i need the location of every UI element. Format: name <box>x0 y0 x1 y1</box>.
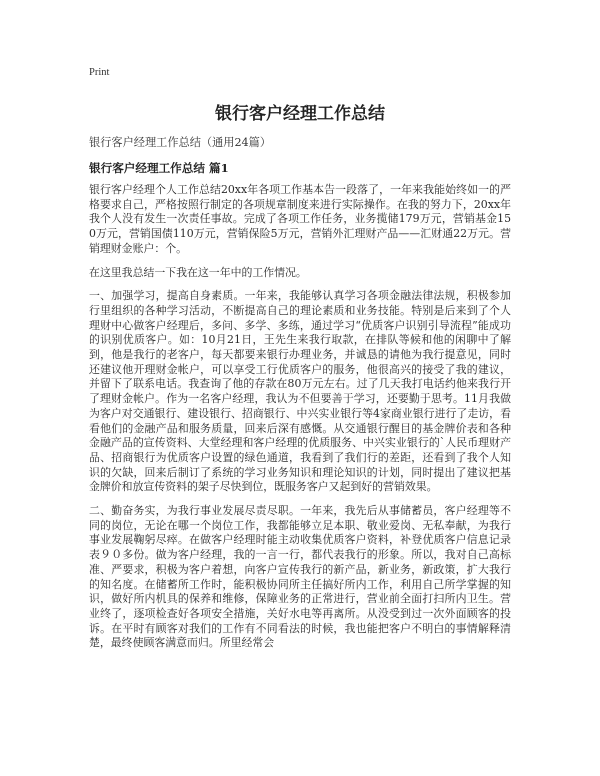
paragraph-diligence: 二、勤奋务实，为我行事业发展尽责尽职。一年来，我先后从事储蓄员，客户经理等不同的岗位，无论在哪一个岗位工作，我都能够立足本职、敬业爱岗、无私奉献，为我行事业发展鞠躬尽瘁。在做客户经理时能主动收集优质客户资料，补登优质客户信息记录表９０多份。做为客户经理，我的一言一行，都代表我行的形象。所以，我对自己高标准、严要求，积极为客户着想，向客户宣传我行的新产品，新业务，新政策，扩大我行的知名度。在储蓄所工作时，能积极协同所主任搞好所内工作，利用自己所学掌握的知识，做好所内机具的保养和维修，保障业务的正常进行，营业前全面打扫所内卫生。营业终了，逐项检查好各项安全措施，关好水电等再离所。从没受到过一次外面顾客的投诉。在平时有顾客对我们的工作有不同看法的时候，我也能把客户不明白的事情解释清楚，最终使顾客满意而归。所里经常会 <box>89 504 511 650</box>
document-body <box>89 183 511 660</box>
section-heading: 银行客户经理工作总结 篇1 <box>89 161 229 175</box>
paragraph-intro: 在这里我总结一下我在这一年中的工作情况。 <box>89 265 307 279</box>
document-subtitle: 银行客户经理工作总结（通用24篇） <box>89 136 272 149</box>
paragraph-study: 一、加强学习，提高自身素质。一年来，我能够认真学习各项金融法律法规，积极参加行里组织的各种学习活动，不断提高自己的理论素质和业务技能。特别是后来到了个人理财中心做客户经理后，多问、多学、多练，通过学习“优质客户识别引导流程”能成功的识别优质客户。如：10月21日，王先生来我行取款，在排队等候和他的闲聊中了解到，他是我行的老客户，每天都要来银行办理业务，并诚恳的请他为我行提意见，同时还建议他开理财金帐户，可以享受工行优质客户的服务，他很高兴的接受了我的建议，并留下了联系电话。我查询了他的存款在80万元左右。过了几天我打电话约他来我行开了理财金帐户。作为一名客户经理，我认为不但要善于学习，还要勤于思考。11月我做为客户对交通银行、建设银行、招商银行、中兴实业银行等4家商业银行进行了走访，看看他们的金融产品和服务质量，回来后深有感慨。从交通银行醒目的基金牌价表和各种金融产品的宣传资料、大堂经理和客户经理的优质服务、中兴实业银行的`人民币理财产品、招商银行为优质客户设置的绿色通道，我看到了我们行的差距，还看到了我个人知识的欠缺，回来后制订了系统的学习业务知识和理论知识的计划，同时提出了建议把基金牌价和放宣传资料的架子尽快到位，既服务客户又起到好的营销效果。 <box>89 289 511 494</box>
print-link[interactable]: Print <box>89 67 110 78</box>
page-title: 银行客户经理工作总结 <box>215 104 385 124</box>
paragraph-summary: 银行客户经理个人工作总结20xx年各项工作基本告一段落了，一年来我能始终如一的严格要求自己，严格按照行制定的各项规章制度来进行实际操作。在我的努力下，20xx年我个人没有发生一次责任事故。完成了各项工作任务，业务揽储179万元，营销基金150万元，营销国债110万元，营销保险5万元，营销外汇理财产品——汇财通22万元。营销理财金账户：个。 <box>89 183 511 255</box>
